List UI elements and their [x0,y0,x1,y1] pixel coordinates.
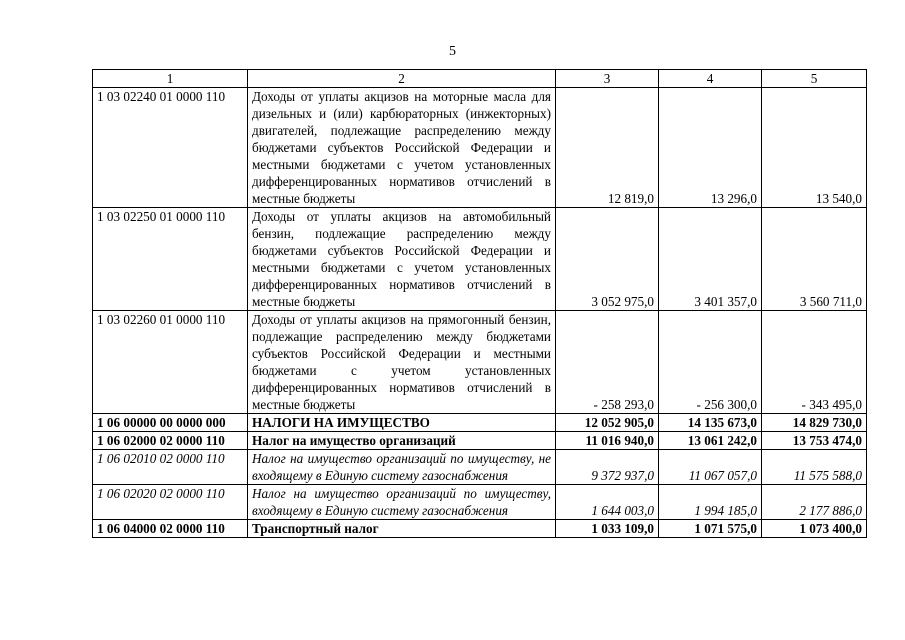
table-row [93,485,867,520]
table-row [93,520,867,538]
row-value-year1: 9 372 937,0 [556,450,659,485]
row-value-year1: 12 052 905,0 [556,414,659,432]
header-row [93,70,867,88]
row-code: 1 06 04000 02 0000 110 [93,520,248,538]
table-row [93,208,867,311]
row-code: 1 06 02010 02 0000 110 [93,450,248,485]
row-value-year1: 12 819,0 [556,88,659,208]
row-value-year3: 3 560 711,0 [762,208,867,311]
row-name: Налог на имущество организаций по имуществу, не входящему в Единую систему газоснабжения [248,450,556,485]
row-value-year3: 13 540,0 [762,88,867,208]
row-value-year1: - 258 293,0 [556,311,659,414]
row-code: 1 06 02000 02 0000 110 [93,432,248,450]
row-value-year1: 1 644 003,0 [556,485,659,520]
row-value-year2: 3 401 357,0 [659,208,762,311]
row-value-year2: 13 296,0 [659,88,762,208]
header-col-3: 3 [556,70,659,88]
row-value-year1: 11 016 940,0 [556,432,659,450]
header-col-1: 1 [93,70,248,88]
row-value-year3: 1 073 400,0 [762,520,867,538]
row-value-year3: - 343 495,0 [762,311,867,414]
row-name: Налог на имущество организаций [248,432,556,450]
table-row [93,414,867,432]
row-name: Доходы от уплаты акцизов на прямогонный бензин, подлежащие распределению между бюджетами субъектов Российской Федерации и местными бюджетами с учетом установленных дифференцированных нормативов отчислений в местные бюджеты [248,311,556,414]
header-col-2: 2 [248,70,556,88]
header-col-4: 4 [659,70,762,88]
row-value-year3: 13 753 474,0 [762,432,867,450]
row-code: 1 03 02250 01 0000 110 [93,208,248,311]
row-value-year1: 3 052 975,0 [556,208,659,311]
table-row [93,311,867,414]
table-row [93,432,867,450]
row-value-year2: 13 061 242,0 [659,432,762,450]
table-row [93,88,867,208]
row-code: 1 03 02260 01 0000 110 [93,311,248,414]
row-name: НАЛОГИ НА ИМУЩЕСТВО [248,414,556,432]
row-code: 1 06 02020 02 0000 110 [93,485,248,520]
row-value-year2: 1 071 575,0 [659,520,762,538]
row-value-year2: - 256 300,0 [659,311,762,414]
row-name: Транспортный налог [248,520,556,538]
row-value-year2: 11 067 057,0 [659,450,762,485]
budget-table [92,69,867,538]
row-name: Доходы от уплаты акцизов на автомобильный бензин, подлежащие распределению между бюджетами субъектов Российской Федерации и местными бюджетами с учетом установленных дифференцированных нормативов отчислений в местные бюджеты [248,208,556,311]
row-value-year3: 11 575 588,0 [762,450,867,485]
header-col-5: 5 [762,70,867,88]
row-value-year3: 14 829 730,0 [762,414,867,432]
row-name: Налог на имущество организаций по имуществу, входящему в Единую систему газоснабжения [248,485,556,520]
row-code: 1 06 00000 00 0000 000 [93,414,248,432]
row-name: Доходы от уплаты акцизов на моторные масла для дизельных и (или) карбюраторных (инжекторных) двигателей, подлежащие распределению между бюджетами субъектов Российской Федерации и местными бюджетами с учетом установленных дифференцированных нормативов отчислений в местные бюджеты [248,88,556,208]
row-value-year3: 2 177 886,0 [762,485,867,520]
page-number: 5 [449,44,456,59]
row-code: 1 03 02240 01 0000 110 [93,88,248,208]
table-row [93,450,867,485]
row-value-year1: 1 033 109,0 [556,520,659,538]
row-value-year2: 14 135 673,0 [659,414,762,432]
row-value-year2: 1 994 185,0 [659,485,762,520]
